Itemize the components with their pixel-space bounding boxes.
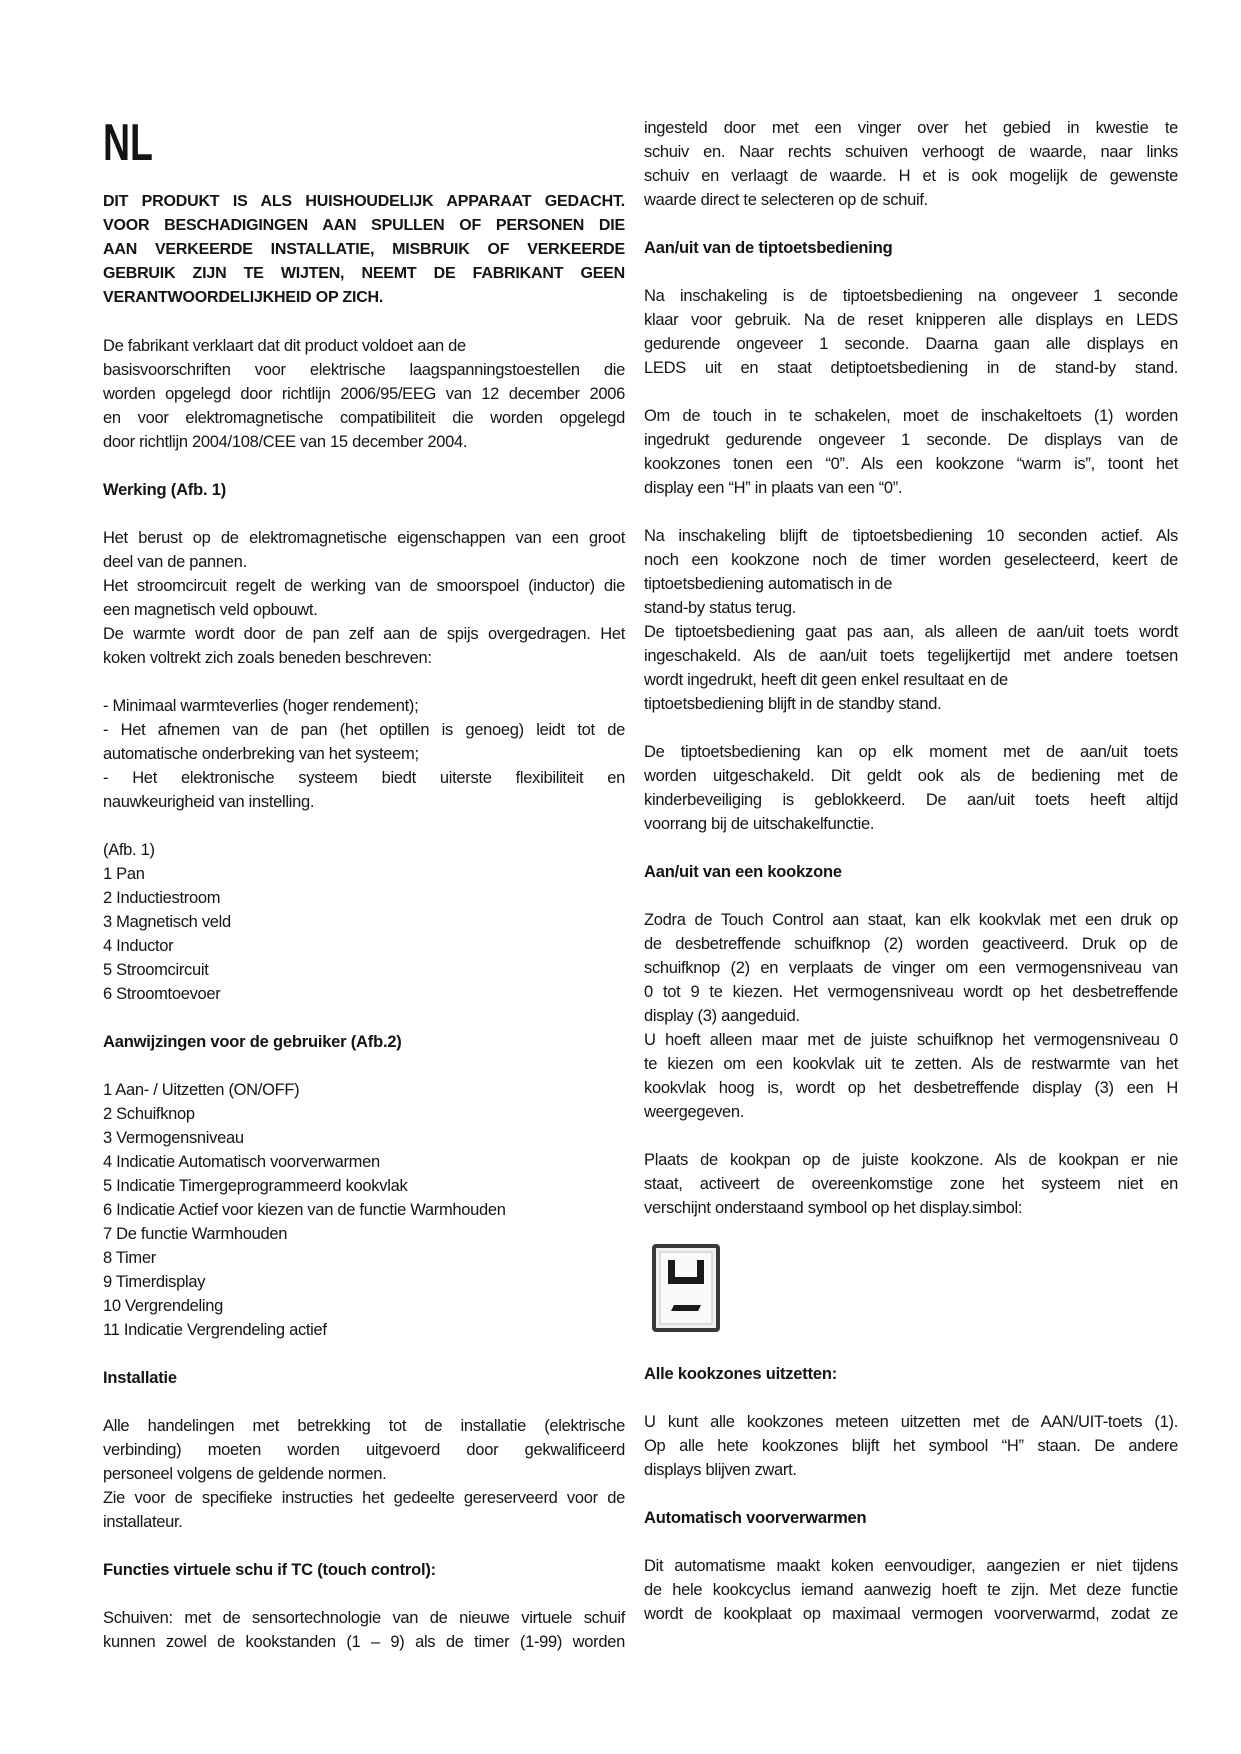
numbered-list [103, 1078, 625, 1342]
text-line: worden opgelegd door richtlijn 2006/95/EEG van 12 december 2006 [103, 385, 625, 403]
text-line: tiptoetsbediening blijft in de standby stand. [644, 695, 942, 713]
underscore-segment [671, 1305, 701, 1311]
text-line: ingedrukt gedurende ongeveer 1 seconde. De displays van de [644, 431, 1178, 449]
text-line: Het stroomcircuit regelt de werking van de smoorspoel (inductor) die [103, 577, 625, 595]
text-line: stand-by status terug. [644, 599, 797, 617]
text-line: De fabrikant verklaart dat dit product voldoet aan de [103, 337, 466, 355]
section-heading: Automatisch voorverwarmen [644, 1509, 867, 1527]
text-line: ingesteld door met een vinger over het gebied in kwestie te [644, 119, 1178, 137]
list-item: 2 Schuifknop [103, 1105, 195, 1123]
text-line: personeel volgens de geldende normen. [103, 1465, 387, 1483]
text-line: - Het afnemen van de pan (het optillen is genoeg) leidt tot de [103, 721, 625, 739]
text-line: schuifknop (2) en verplaats de vinger om een vermogensniveau van [644, 959, 1178, 977]
list-item: 2 Inductiestroom [103, 889, 221, 907]
text-line: deel van de pannen. [103, 553, 247, 571]
text-line: de hele kookcyclus iemand aanwezig hoeft te zijn. Met deze functie [644, 1581, 1178, 1599]
text-line: Na inschakeling is de tiptoetsbediening na ongeveer 1 seconde [644, 287, 1178, 305]
paragraph [103, 334, 625, 454]
text-line: Het berust op de elektromagnetische eigenschappen van een groot [103, 529, 625, 547]
paragraph [644, 524, 1178, 716]
text-line: tiptoetsbediening automatisch in de [644, 575, 893, 593]
text-line: worden uitgeschakeld. Dit geldt ook als de bediening met de [644, 767, 1178, 785]
text-line: Om de touch in te schakelen, moet de inschakeltoets (1) worden [644, 407, 1178, 425]
text-line: en voor elektromagnetische compatibiliteit die worden opgelegd [103, 409, 625, 427]
text-line: GEBRUIK ZIJN TE WIJTEN, NEEMT DE FABRIKANT GEEN [103, 265, 625, 282]
text-line: display (3) aangeduid. [644, 1007, 800, 1025]
text-line: - Minimaal warmteverlies (hoger rendement); [103, 697, 419, 715]
list-item: 5 Indicatie Timergeprogrammeerd kookvlak [103, 1177, 408, 1195]
list-item: 10 Vergrendeling [103, 1297, 223, 1315]
list-item: 3 Vermogensniveau [103, 1129, 244, 1147]
text-line: Alle handelingen met betrekking tot de installatie (elektrische [103, 1417, 625, 1435]
paragraph [644, 740, 1178, 836]
text-line: Zie voor de specifieke instructies het gedeelte gereserveerd voor de [103, 1489, 625, 1507]
text-line: VOOR BESCHADIGINGEN AAN SPULLEN OF PERSONEN DIE [103, 217, 625, 234]
section-heading: Aan/uit van een kookzone [644, 863, 842, 881]
text-line: Dit automatisme maakt koken eenvoudiger, aangezien er niet tijdens [644, 1557, 1178, 1575]
text-line: basisvoorschriften voor elektrische laagspanningstoestellen die [103, 361, 625, 379]
right-column [644, 116, 1178, 1626]
text-line: klaar voor gebruik. Na de reset knipperen alle displays en LEDS [644, 311, 1178, 329]
section-heading: Functies virtuele schu if TC (touch control): [103, 1561, 436, 1579]
text-line: te kiezen om een kookvlak uit te zetten. Als de restwarmte van het [644, 1055, 1178, 1073]
pan-not-detected-display-symbol-icon [652, 1244, 720, 1332]
list-item: 9 Timerdisplay [103, 1273, 206, 1291]
text-line: AAN VERKEERDE INSTALLATIE, MISBRUIK OF VERKEERDE [103, 241, 625, 258]
paragraph [644, 284, 1178, 380]
text-line: De warmte wordt door de pan zelf aan de spijs overgedragen. Het [103, 625, 625, 643]
text-line: LEDS uit en staat detiptoetsbediening in de stand-by stand. [644, 359, 1178, 377]
list-item: 5 Stroomcircuit [103, 961, 209, 979]
list-item: 8 Timer [103, 1249, 156, 1267]
text-line: Na inschakeling blijft de tiptoetsbediening 10 seconden actief. Als [644, 527, 1178, 545]
text-line: schuiv en verlaagt de waarde. H et is ook mogelijk de gewenste [644, 167, 1178, 185]
text-line: nauwkeurigheid van instelling. [103, 793, 315, 811]
text-line: verschijnt onderstaand symbool op het display.simbol: [644, 1199, 1023, 1217]
section-heading: Werking (Afb. 1) [103, 481, 226, 499]
text-line: waarde direct te selecteren op de schuif. [644, 191, 928, 209]
text-line: DIT PRODUKT IS ALS HUISHOUDELIJK APPARAAT GEDACHT. [103, 193, 625, 210]
section-heading: Aanwijzingen voor de gebruiker (Afb.2) [103, 1033, 402, 1051]
language-heading: NL [103, 114, 153, 172]
list-item: 1 Aan- / Uitzetten (ON/OFF) [103, 1081, 300, 1099]
text-line: Plaats de kookpan op de juiste kookzone. Als de kookpan er nie [644, 1151, 1178, 1169]
paragraph [103, 1606, 625, 1654]
text-line: weergegeven. [644, 1103, 745, 1121]
text-line: Schuiven: met de sensortechnologie van de nieuwe virtuele schuif [103, 1609, 625, 1627]
section-heading: Aan/uit van de tiptoetsbediening [644, 239, 893, 257]
list-item: 11 Indicatie Vergrendeling actief [103, 1321, 327, 1339]
list-item: 6 Stroomtoevoer [103, 985, 221, 1003]
text-line: kookvlak hoog is, wordt op het desbetreffende display (3) een H [644, 1079, 1178, 1097]
list-item: 7 De functie Warmhouden [103, 1225, 288, 1243]
paragraph [644, 908, 1178, 1124]
list-item: 3 Magnetisch veld [103, 913, 231, 931]
text-line: wordt ingedrukt, heeft dit geen enkel resultaat en de [644, 671, 1008, 689]
text-line: kinderbeveiliging is geblokkeerd. De aan/uit toets heeft altijd [644, 791, 1178, 809]
text-line: VERANTWOORDELIJKHEID OP ZICH. [103, 289, 384, 306]
text-line: U kunt alle kookzones meteen uitzetten met de AAN/UIT-toets (1). [644, 1413, 1178, 1431]
list-item: (Afb. 1) [103, 841, 155, 859]
text-line: 0 tot 9 te kiezen. Het vermogensniveau wordt op het desbetreffende [644, 983, 1178, 1001]
paragraph [644, 1554, 1178, 1626]
text-line: Op alle hete kookzones blijft het symbool “H” staan. De andere [644, 1437, 1178, 1455]
text-line: staat, activeert de overeenkomstige zone het systeem niet en [644, 1175, 1178, 1193]
paragraph [644, 404, 1178, 500]
paragraph [644, 1410, 1178, 1482]
text-line: gedurende ongeveer 1 seconde. Daarna gaan alle displays en [644, 335, 1178, 353]
display-symbol-graphic [652, 1244, 720, 1332]
list-item: 4 Inductor [103, 937, 174, 955]
text-line: de desbetreffende schuifknop (2) worden geactiveerd. Druk op de [644, 935, 1178, 953]
text-line: verbinding) moeten worden uitgevoerd door gekwalificeerd [103, 1441, 625, 1459]
text-line: kookzones tonen een “0”. Als een kookzone “warm is”, toont het [644, 455, 1178, 473]
text-line: display een “H” in plaats van een “0”. [644, 479, 903, 497]
paragraph [103, 694, 625, 814]
text-line: door richtlijn 2004/108/CEE van 15 december 2004. [103, 433, 468, 451]
text-line: installateur. [103, 1513, 183, 1531]
text-line: automatische onderbreking van het systeem; [103, 745, 419, 763]
text-line: een magnetisch veld opbouwt. [103, 601, 318, 619]
left-column [103, 190, 625, 1654]
paragraph [103, 526, 625, 670]
text-line: U hoeft alleen maar met de juiste schuifknop het vermogensniveau 0 [644, 1031, 1178, 1049]
paragraph [103, 1414, 625, 1534]
text-line: kunnen zowel de kookstanden (1 – 9) als de timer (1-99) worden [103, 1633, 625, 1651]
section-heading: Alle kookzones uitzetten: [644, 1365, 838, 1383]
list-item: 6 Indicatie Actief voor kiezen van de functie Warmhouden [103, 1201, 506, 1219]
paragraph [644, 116, 1178, 212]
paragraph [644, 1148, 1178, 1220]
text-line: wordt de kookplaat op maximaal vermogen voorverwarmd, zodat ze [644, 1605, 1178, 1623]
text-line: ingeschakeld. Als de aan/uit toets tegelijkertijd met andere toetsen [644, 647, 1178, 665]
text-line: De tiptoetsbediening kan op elk moment met de aan/uit toets [644, 743, 1178, 761]
text-line: De tiptoetsbediening gaat pas aan, als alleen de aan/uit toets wordt [644, 623, 1178, 641]
list-item: 4 Indicatie Automatisch voorverwarmen [103, 1153, 380, 1171]
disclaimer-paragraph [103, 190, 625, 310]
text-line: voorrang bij de uitschakelfunctie. [644, 815, 875, 833]
list-item: 1 Pan [103, 865, 145, 883]
text-line: koken voltrekt zich zoals beneden beschreven: [103, 649, 432, 667]
text-line: noch een kookzone noch de timer worden geselecteerd, keert de [644, 551, 1178, 569]
text-line: Zodra de Touch Control aan staat, kan elk kookvlak met een druk op [644, 911, 1178, 929]
text-line: schuiv en. Naar rechts schuiven verhoogt de waarde, naar links [644, 143, 1178, 161]
text-line: displays blijven zwart. [644, 1461, 797, 1479]
numbered-list [103, 838, 625, 1006]
text-line: - Het elektronische systeem biedt uiterste flexibiliteit en [103, 769, 625, 787]
section-heading: Installatie [103, 1369, 177, 1387]
